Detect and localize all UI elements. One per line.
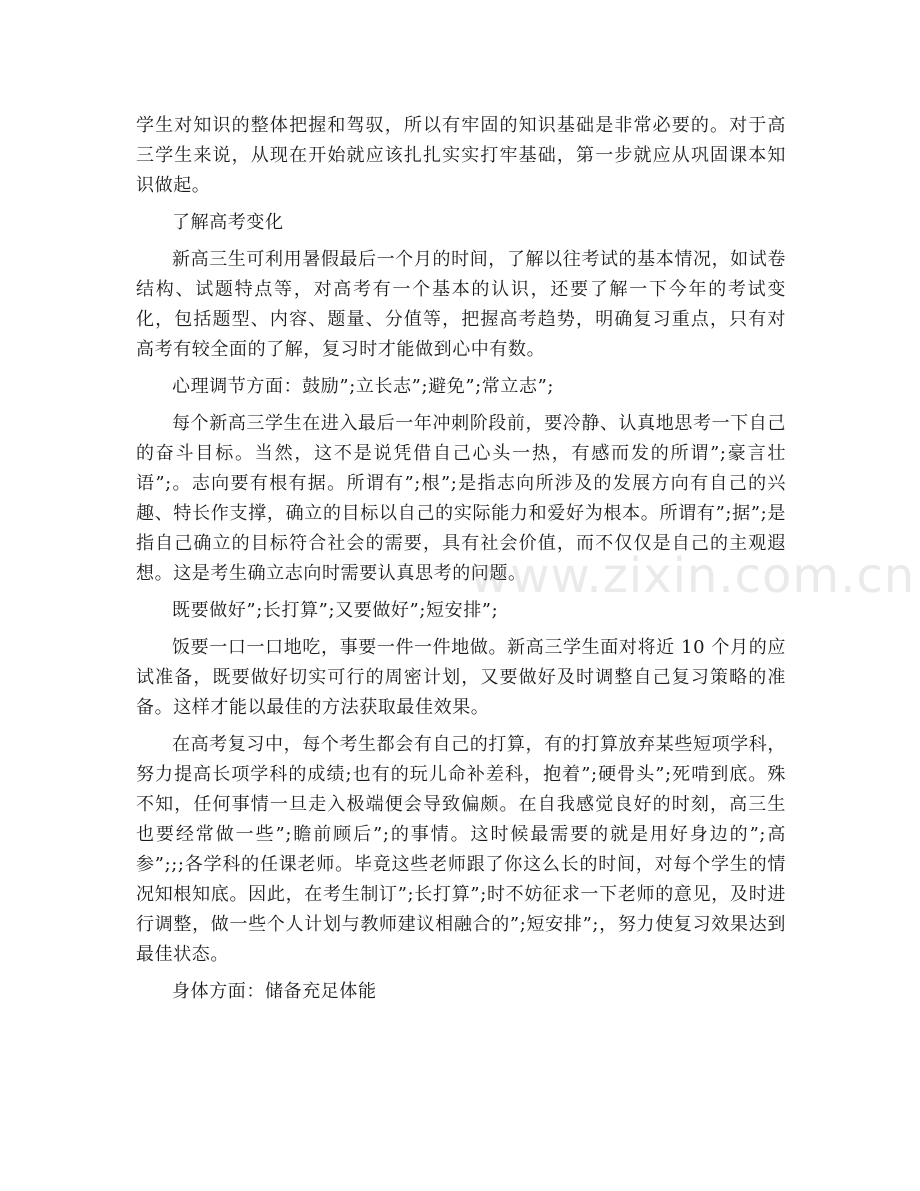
paragraph-gap [136,626,786,633]
paragraph-intro-continuation: 学生对知识的整体把握和驾驭，所以有牢固的知识基础是非常必要的。对于高三学生来说，从现在开始就应该扎扎实实打牢基础，第一步就应从巩固课本知识做起。 [136,115,786,196]
paragraph-exam-changes: 新高三生可利用暑假最后一个月的时间，了解以往考试的基本情况，如试卷结构、试题特点等，对高考有一个基本的认识，还要了解一下今年的考试变化，包括题型、内容、题量、分值等，把握高考趋势，明确复习重点，只有对高考有较全面的了解，复习时才能做到心中有数。 [136,249,786,360]
paragraph-gap [136,365,786,372]
paragraph-gap [136,402,786,409]
document-body [136,111,786,1007]
section-heading-exam-changes: 了解高考变化 [172,212,284,233]
paragraph-gap [136,970,786,977]
paragraph-gap [136,723,786,730]
paragraph-gap [136,589,786,596]
paragraph-goals: 每个新高三学生在进入最后一年冲刺阶段前，要冷静、认真地思考一下自己的奋斗目标。当然，这不是说凭借自己心头一热，有感而发的所谓”;豪言壮语”;。志向要有根有据。所谓有”;根”;是指志向所涉及的发展方向有自己的兴趣、特长作支撑，确立的目标以自己的实际能力和爱好为根本。所谓有”;据”;是指自己确立的目标符合社会的需要，具有社会价值，而不仅仅是自己的主观遐想。这是考生确立志向时需要认真思考的问题。 [136,413,786,584]
paragraph-review-advice: 在高考复习中，每个考生都会有自己的打算，有的打算放弃某些短项学科，努力提高长项学科的成绩;也有的玩儿命补差科，抱着”;硬骨头”;死啃到底。殊不知，任何事情一旦走入极端便会导致偏颇。在自我感觉良好的时刻，高三生也要经常做一些”;瞻前顾后”;的事情。这时候最需要的就是用好身边的”;高参”;;;各学科的任课老师。毕竟这些老师跟了你这么长的时间，对每个学生的情况知根知底。因此，在考生制订”;长打算”;时不妨征求一下老师的意见，及时进行调整，做一些个人计划与教师建议相融合的”;短安排”;，努力使复习效果达到最佳状态。 [136,734,786,965]
section-heading-planning: 既要做好”;长打算”;又要做好”;短安排”; [172,600,499,621]
paragraph-gap [136,201,786,208]
paragraph-step-by-step: 饭要一口一口地吃，事要一件一件地做。新高三学生面对将近 10 个月的应试准备，既要做好切实可行的周密计划，又要做好及时调整自己复习策略的准备。这样才能以最佳的方法获取最佳效果。 [136,637,786,718]
section-heading-psychology: 心理调节方面：鼓励”;立长志”;避免”;常立志”; [172,376,555,397]
watermark: www.zixin.com.cn [470,548,916,604]
paragraph-gap [136,238,786,245]
section-heading-physical: 身体方面：储备充足体能 [172,981,377,1002]
